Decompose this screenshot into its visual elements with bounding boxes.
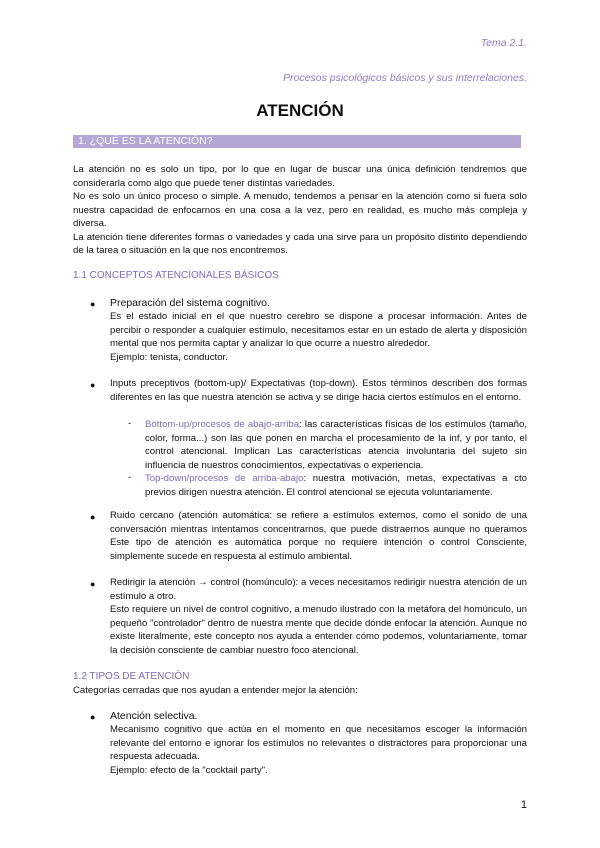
- paragraph: La atención no es solo un tipo, por lo que en lugar de buscar una única definición tendremos que considerarla como algo que puede tener distintas variedades.: [73, 164, 527, 189]
- item-text: Ejemplo: efecto de la "cocktail party".: [110, 764, 268, 776]
- item-body: [110, 377, 527, 404]
- paragraph: La atención tiene diferentes formas o variedades y cada una sirve para un propósito distinto dependiendo de la tarea o situación en la que nos encontremos.: [73, 231, 527, 256]
- bullet-icon: ●: [90, 299, 96, 309]
- item-body: [110, 723, 527, 777]
- subitem: [145, 472, 527, 499]
- bullet-icon: ●: [90, 512, 96, 522]
- bullet-icon: ●: [90, 579, 96, 589]
- dash-icon: -: [128, 472, 132, 483]
- section-1-heading: 1. ¿QUÉ ES LA ATENCIÓN?: [73, 135, 521, 148]
- section-1-2-heading: 1.2 TIPOS DE ATENCIÓN: [73, 671, 190, 682]
- subitem-term: Bottom-up/procesos de abajo-arriba: [145, 419, 300, 430]
- item-title: Ruido cercano (atención automática: se refiere a estímulos externos, como el sonido de una conversación mientras intentamos concentrarnos, que puede distraernos aunque no queramos Este tipo de atención es automática porque no requiere intención o control Consciente, simplemente sucede en respuesta al estímulo ambiental.: [110, 510, 527, 562]
- item-title: Inputs preceptivos (bottom-up)/ Expectativas (top-down). Estos términos describen dos formas diferentes en las que nuestra atención se activa y se dirige hacia ciertos estímulos en el entorno.: [110, 378, 527, 403]
- bullet-icon: ●: [90, 712, 96, 722]
- item-title: Preparación del sistema cognitivo.: [110, 297, 270, 309]
- subitem-term: Top-down/procesos de arriba-abajo: [145, 473, 304, 484]
- subitem-text: : las características físicas de los estímulos (tamaño, color, forma...) son las que ponen en marcha el procesamiento de la inf, y por tanto, el control atencional. Implican Las características atencia involuntaria del sujeto sin influencia de nuestros conocimientos, expectativas o experiencia.: [145, 419, 527, 471]
- bullet-icon: ●: [90, 380, 96, 390]
- section-1-2-intro: Categorías cerradas que nos ayudan a entender mejor la atención:: [73, 685, 358, 696]
- section-1-body: [73, 163, 527, 258]
- item-body: [110, 576, 527, 657]
- item-body: [110, 310, 527, 364]
- section-1-1-heading: 1.1 CONCEPTOS ATENCIONALES BÁSICOS: [73, 270, 279, 281]
- item-title: Atención selectiva.: [110, 710, 198, 722]
- item-text: Es el estado inicial en el que nuestro cerebro se dispone a procesar información. Antes de percibir o responder a cualquier estímulo, necesitamos estar en un estado de alerta y disposición mental que nos permita captar y analizar lo que ocurre a nuestro alrededor.: [110, 311, 527, 349]
- subitem: [145, 418, 527, 472]
- item-text: Mecanismo cognitivo que actúa en el momento en que necesitamos escoger la información relevante del entorno e ignorar los estímulos no relevantes o distractores para proporcionar una respuesta adecuada.: [110, 724, 527, 762]
- header-tema: Tema 2.1.: [480, 37, 527, 49]
- header-subtitle: Procesos psicológicos básicos y sus interrelaciones.: [283, 72, 527, 84]
- item-body: [110, 509, 527, 563]
- item-text: Esto requiere un nivel de control cognitivo, a menudo ilustrado con la metáfora del homúnculo, un pequeño "controlador" dentro de nuestra mente que decide dónde enfocar la atención. Aunque no existe literalmente, este concepto nos ayuda a entender cómo podemos, voluntariamente, tomar la decisión consciente de cambiar nuestro foco atencional.: [110, 604, 527, 656]
- item-text: Ejemplo: tenista, conductor.: [110, 351, 228, 363]
- page-number: 1: [520, 799, 527, 811]
- subitem-text: : nuestra motivación, metas, expectativas a cto previos dirigen nuestra atención. El control atencional se ejecuta voluntariamente.: [145, 473, 527, 498]
- dash-icon: -: [128, 418, 132, 429]
- item-title: Redirigir la atención → control (homúnculo): a veces necesitamos redirigir nuestra atención de un estímulo a otro.: [110, 577, 527, 602]
- paragraph: No es solo un único proceso o simple. A menudo, tendemos a pensar en la atención como si fuera solo nuestra capacidad de enfocarnos en una cosa a la vez, pero en realidad, es mucho más compleja y diversa.: [73, 191, 527, 229]
- page-title: ATENCIÓN: [256, 101, 344, 120]
